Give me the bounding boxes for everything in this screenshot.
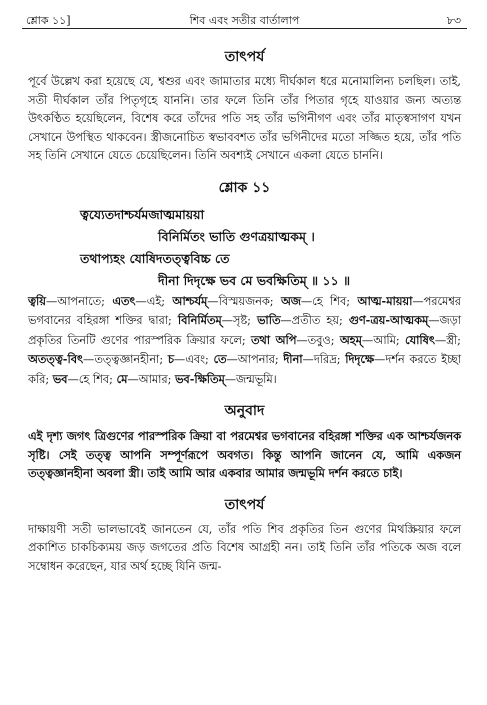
synonym-meaning: —সৃষ্ট; <box>221 314 258 327</box>
synonym-meaning: —বিস্ময়জনক; <box>207 294 281 308</box>
synonym-meaning: —প্রতীত হয়; <box>280 314 349 327</box>
running-header <box>22 8 467 29</box>
synonym-term: ত্বয়ি <box>28 293 46 308</box>
verse-heading: শ্লোক ১১ <box>218 179 271 196</box>
synonym-term: দীনা <box>283 352 303 366</box>
synonym-term: অজ <box>280 293 301 308</box>
verse-line: তথাপ্যহং যোষিদতত্ত্ববিচ্চ তে <box>80 250 230 266</box>
synonym-term: মে <box>116 371 128 386</box>
synonym-meaning: —এই; <box>135 294 173 308</box>
synonym-term: ভব-ক্ষিতিম্ <box>174 371 225 386</box>
synonym-meaning: —হে শিব; <box>300 294 358 308</box>
page-number: ৮৩ <box>446 14 461 27</box>
synonym-meaning: —এবং; <box>173 353 214 366</box>
synonym-meaning: —হে শিব; <box>67 372 117 386</box>
word-for-word-synonyms <box>28 292 461 390</box>
synonym-meaning: —জন্মভূমি। <box>224 372 277 386</box>
synonym-meaning: —তত্ত্বজ্ঞানহীনা; <box>83 353 168 366</box>
synonym-term: দিদৃক্ষে <box>345 352 375 366</box>
header-verse-ref: শ্লোক ১১] <box>26 14 71 27</box>
synonym-term: যোষিৎ <box>405 332 435 347</box>
synonym-term: চ <box>167 352 174 366</box>
synonym-term: ভব <box>52 371 68 386</box>
translation-paragraph: এই দৃশ্য জগৎ ত্রিগুণের পারস্পরিক ক্রিয়া বা পরমেশ্বর ভগবানের বহিরঙ্গা শক্তির এক আশ্চর্যজনক সৃষ্টি। সেই তত্ত্ব আপনি সম্পূর্ণরূপে অবগত। কিন্তু আপনি জানেন যে, আমি একজন তত্ত্বজ্ঞানহীনা অবলা স্ত্রী। তাই আমি আর একবার আমার জন্মভূমি দর্শন করতে চাই। <box>28 429 461 480</box>
synonym-term: আত্ম-মায়য়া <box>357 293 413 308</box>
synonym-meaning: —পরমেশ্বর ভগবানের বহিরঙ্গা শক্তির দ্বারা; <box>28 294 461 327</box>
synonym-term: গুণ-ত্রয়-আত্মকম্ <box>348 313 429 327</box>
header-chapter-title: শিব এবং সতীর বার্তালাপ <box>189 14 300 27</box>
synonym-term: আশ্চর্যম্ <box>172 293 208 308</box>
verse-line: ত্বয্যেতদাশ্চর্যমজাত্মমায়য়া <box>80 206 205 222</box>
synonym-term: অহম্ <box>339 332 362 347</box>
synonym-term: তে <box>213 352 227 366</box>
purport-heading-2: তাৎপর্য <box>224 496 265 513</box>
synonym-meaning: —তবুও; <box>296 333 340 347</box>
synonym-meaning: —দর্শন করতে ইচ্ছা করি; <box>28 353 461 386</box>
synonym-term: ভাতি <box>257 313 281 327</box>
verse-line: দীনা দিদৃক্ষে ভব মে ভবক্ষিতিম্ ॥ ১১ ॥ <box>158 272 351 288</box>
purport-paragraph-2: দাক্ষায়ণী সতী ভালভাবেই জানতেন যে, তাঁর পতি শিব প্রকৃতির তিন গুণের মিথস্ক্রিয়ার ফলে প্রকাশিত চাকচিক্যময় জড় জগতের প্রতি বিশেষ আগ্রহী নন। তাই তিনি তাঁর পতিকে অজ বলে সম্বোধন করেছেন, যার অর্থ হচ্ছে যিনি জন্ম- <box>28 522 461 573</box>
synonym-meaning: —জড়া প্রকৃতির তিনটি গুণের পারস্পরিক ক্রিয়ার ফলে; <box>28 314 461 347</box>
synonym-term: তথা অপি <box>250 332 297 347</box>
purport-heading: তাৎপর্য <box>224 49 265 65</box>
synonym-term: এতৎ <box>112 293 136 308</box>
synonym-meaning: —আপনার; <box>226 353 284 366</box>
synonym-meaning: —আমি; <box>361 333 405 347</box>
synonym-term: অতত্ত্ব-বিৎ <box>28 352 84 366</box>
synonym-meaning: —দরিদ্র; <box>302 353 346 366</box>
purport-paragraph: পূর্বে উল্লেখ করা হয়েছে যে, শ্বশুর এবং জামাতার মধ্যে দীর্ঘকাল ধরে মনোমালিন্য চলছিল। তাই, সতী দীর্ঘকাল তাঁর পিতৃগৃহে যাননি। তার ফলে তিনি তাঁর পিতার গৃহে যাওয়ার জন্য অত্যন্ত উৎকণ্ঠিত হয়েছিলেন, বিশেষ করে তাঁদের পতি সহ তাঁর ভগিনীগণ এবং তাঁর মাতৃস্বসাগণ যখন সেখানে উপস্থিত থাকবেন। স্ত্রীজনোচিত স্বভাববশত তাঁর ভগিনীদের মতো সজ্জিত হয়ে, তাঁর পতি সহ তিনি সেখানে যেতে চেয়েছিলেন। তিনি অবশ্যই সেখানে একলা যেতে চাননি। <box>28 75 461 162</box>
synonym-meaning: —আমার; <box>127 372 175 386</box>
translation-heading: অনুবাদ <box>224 403 265 419</box>
verse-line: বিনির্মিতং ভাতি গুণত্রয়াত্মকম্ । <box>158 228 315 244</box>
synonym-meaning: —আপনাতে; <box>45 294 113 308</box>
synonym-meaning: —স্ত্রী; <box>434 333 461 347</box>
synonym-term: বিনির্মিতম্ <box>177 313 222 327</box>
verse-text <box>28 204 461 292</box>
